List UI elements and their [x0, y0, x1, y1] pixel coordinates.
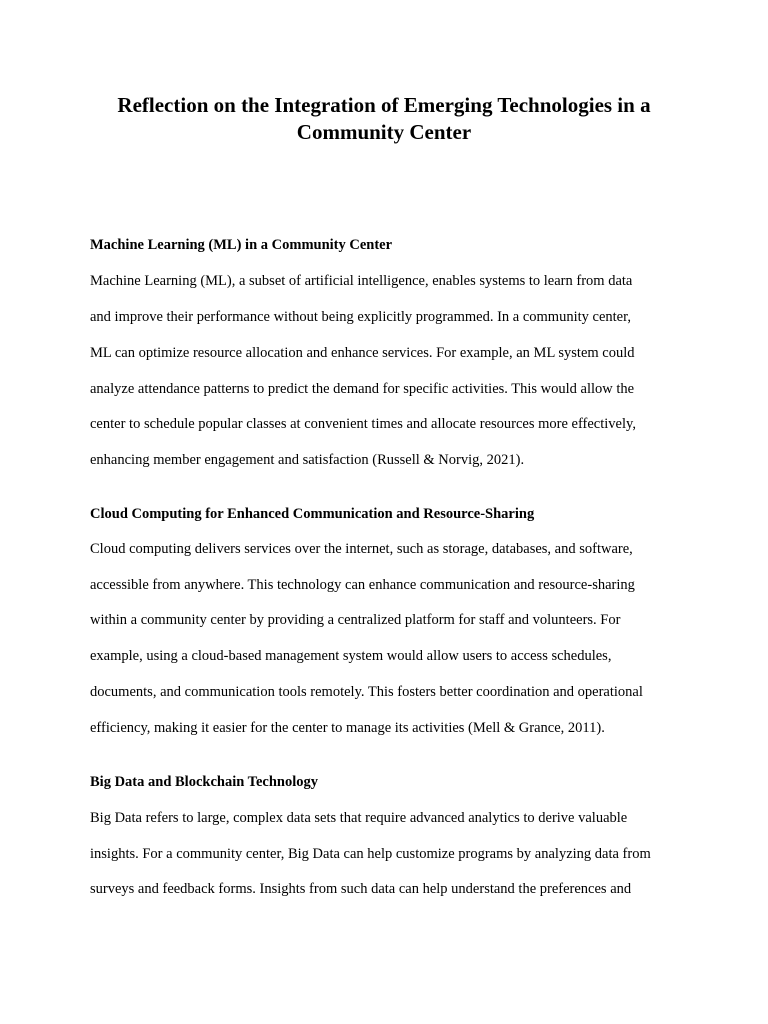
paragraph-line: efficiency, making it easier for the center to manage its activities (Mell & Grance, 2011).	[90, 720, 605, 736]
paragraph-line: center to schedule popular classes at convenient times and allocate resources more effectively,	[90, 416, 636, 432]
document-title-line-2: Community Center	[296, 120, 472, 144]
paragraph-line: accessible from anywhere. This technology can enhance communication and resource-sharing	[90, 577, 635, 593]
paragraph-line: analyze attendance patterns to predict the demand for specific activities. This would allow the	[90, 381, 635, 397]
paragraph-line: example, using a cloud-based management system would allow users to access schedules,	[90, 648, 612, 664]
section-heading-big-data: Big Data and Blockchain Technology	[90, 774, 319, 790]
paragraph-line: Big Data refers to large, complex data sets that require advanced analytics to derive valuable	[90, 810, 628, 826]
paragraph-line: and improve their performance without being explicitly programmed. In a community center,	[90, 309, 631, 325]
paragraph-line: documents, and communication tools remotely. This fosters better coordination and operational	[90, 684, 643, 700]
paragraph-line: Machine Learning (ML), a subset of artificial intelligence, enables systems to learn from data	[90, 273, 633, 289]
section-heading-machine-learning: Machine Learning (ML) in a Community Center	[90, 237, 393, 253]
paragraph-line: surveys and feedback forms. Insights from such data can help understand the preferences and	[90, 881, 632, 897]
document-title	[60, 92, 708, 146]
paragraph-line: enhancing member engagement and satisfaction (Russell & Norvig, 2021).	[90, 452, 525, 468]
paragraph-line: within a community center by providing a centralized platform for staff and volunteers. For	[90, 612, 621, 628]
section-heading-cloud-computing: Cloud Computing for Enhanced Communication and Resource-Sharing	[90, 506, 535, 522]
document-title-line-1: Reflection on the Integration of Emerging Technologies in a	[117, 93, 651, 117]
paragraph-line: Cloud computing delivers services over the internet, such as storage, databases, and software,	[90, 541, 633, 557]
paragraph-line: ML can optimize resource allocation and enhance services. For example, an ML system could	[90, 345, 635, 361]
paragraph-line: insights. For a community center, Big Data can help customize programs by analyzing data from	[90, 846, 651, 862]
